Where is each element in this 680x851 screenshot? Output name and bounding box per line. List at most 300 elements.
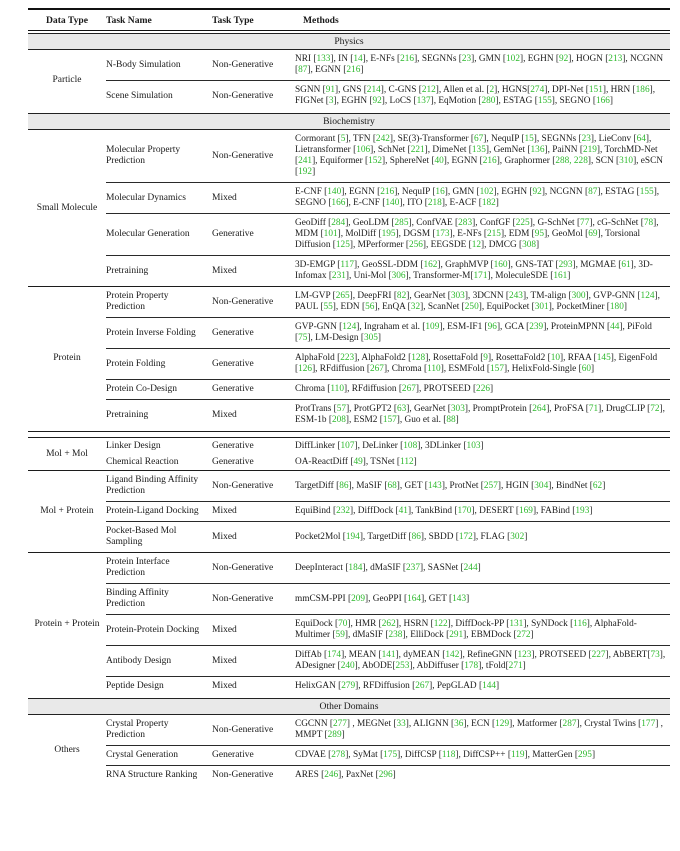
task-type-cell: Non-Generative [212,562,274,573]
citation-link[interactable]: 216 [380,187,395,197]
citation-link[interactable]: 209 [351,593,366,604]
citation-link[interactable]: 141 [381,650,396,660]
methods-cell: Cormorant [5], TFN [242], SE(3)-Transformer [67], NequIP [15], SEGNNs [23], LieConv [64], Lietransformer [106], SchNet [221], DimeNet [135], GemNet [136], PaiNN [219], TorchMD-Net [241], Equiformer [152], SphereNet [40], EGNN [216], Graphormer [288, 228], SCN [310], eSCN [192] [295,134,664,177]
citation-link[interactable]: 272 [516,630,531,640]
citation-link[interactable]: 216 [482,156,497,166]
task-row [106,50,670,80]
methods-cell: DeepInteract [184], dMaSIF [237], SASNet [244] [295,562,481,573]
task-name-cell: Molecular Dynamics [106,192,186,203]
task-name-cell: Pocket-Based Mol Sampling [106,526,177,547]
task-name-cell: Molecular Property Prediction [106,145,181,166]
task-type-cell: Mixed [212,681,237,691]
task-type-cell: Generative [212,327,254,338]
task-row [106,182,670,213]
methods-cell: CGCNN [277] , MEGNet [33], ALIGNN [36], ECN [129], Matformer [287], Crystal Twins [177] , MMPT [289] [295,719,663,740]
citation-link[interactable]: 303 [450,291,465,301]
citation-link[interactable]: 78 [643,218,654,228]
task-type-cell: Generative [212,440,254,451]
task-name-cell: Protein-Ligand Docking [106,506,199,516]
citation-link[interactable]: 208 [331,415,346,425]
citation-link[interactable]: 133 [316,54,331,64]
citation-link[interactable]: 60 [581,364,592,374]
task-name-cell: Protein-Protein Docking [106,624,200,635]
methods-cell: Pocket2Mol [194], TargetDiff [86], SBDD [172], FLAG [302] [295,531,528,542]
citation-link[interactable]: 225 [515,218,530,228]
citation-link[interactable]: 96 [487,322,497,332]
citation-link[interactable]: 16 [435,187,445,197]
citation-link[interactable]: 302 [510,531,525,542]
citation-link[interactable]: 264 [532,404,547,414]
citation-link[interactable]: 213 [608,54,623,64]
citation-link[interactable]: 186 [635,85,650,95]
citation-link[interactable]: 108 [403,440,418,451]
citation-link[interactable]: 239 [529,322,544,332]
citation-link[interactable]: 2 [489,85,495,95]
data-type-cell: Mol + Mol [46,448,88,459]
section-band: Other Domains [28,698,670,715]
citation-link[interactable]: 128 [411,353,426,363]
citation-link[interactable]: 215 [487,229,501,239]
citation-link[interactable]: 3 [328,96,334,106]
task-row [106,583,670,614]
citation-link[interactable]: 173 [435,229,450,239]
data-type-group [28,437,670,470]
citation-link[interactable]: 92 [372,96,382,106]
task-rows [106,130,670,286]
citation-link[interactable]: 246 [324,770,339,780]
citation-link[interactable]: 193 [575,506,590,516]
task-name-cell: Ligand Binding Affinity Prediction [106,475,199,496]
citation-link[interactable]: 106 [356,145,371,155]
task-type-cell: Mixed [212,624,237,635]
citation-link[interactable]: 144 [482,681,497,691]
column-header-task-type: Task Type [212,15,254,26]
citation-link[interactable]: 69 [588,229,598,239]
data-type-group [28,470,670,552]
citation-link[interactable]: 271 [508,661,523,671]
citation-link[interactable]: 137 [416,96,431,106]
citation-link[interactable]: 288, 228 [555,156,588,166]
task-row [106,399,670,430]
citation-link[interactable]: 195 [381,229,396,239]
data-type-group [28,130,670,286]
citation-link[interactable]: 59 [335,630,345,640]
citation-link[interactable]: 72 [650,404,660,414]
citation-link[interactable]: 102 [479,187,494,197]
citation-link[interactable]: 223 [340,353,355,363]
methods-cell: GVP-GNN [124], Ingraham et al. [109], ESM-IF1 [96], GCA [239], ProteinMPNN [44], PiFold [75], LM-Design [305] [295,322,652,343]
citation-link[interactable]: 9 [483,353,488,363]
task-type-cell: Non-Generative [212,724,274,735]
citation-link[interactable]: 305 [363,333,378,343]
citation-link[interactable]: 293 [558,260,573,270]
citation-link[interactable]: 274 [530,85,545,95]
methods-cell: mmCSM-PPI [209], GeoPPI [164], GET [143] [295,593,470,604]
citation-link[interactable]: 218 [427,198,442,208]
task-name-cell: Chemical Reaction [106,456,179,467]
citation-link[interactable]: 253 [395,661,410,671]
citation-link[interactable]: 32 [410,302,421,312]
task-row [106,715,670,745]
citation-link[interactable]: 169 [518,506,533,516]
citation-link[interactable]: 164 [407,593,422,604]
methods-cell: LM-GVP [265], DeepFRI [82], GearNet [303], 3DCNN [243], TM-align [300], GVP-GNN [124], PAUL [55], EDN [56], EnQA [32], ScanNet [250], EquiPocket [301], PocketMiner [180] [295,291,660,312]
task-row [106,379,670,399]
methods-cell: TargetDiff [86], MaSIF [68], GET [143], ProtNet [257], HGIN [304], BindNet [62] [295,480,606,491]
citation-link[interactable]: 240 [340,661,355,671]
citation-link[interactable]: 262 [381,619,396,629]
methods-survey-table [28,8,670,785]
citation-link[interactable]: 103 [466,440,481,451]
citation-link[interactable]: 257 [483,480,498,491]
citation-link[interactable]: 55 [323,302,333,312]
citation-link[interactable]: 118 [441,750,456,760]
task-type-cell: Non-Generative [212,770,274,780]
task-type-cell: Mixed [212,265,237,276]
citation-link[interactable]: 171 [473,271,488,281]
citation-link[interactable]: 194 [345,531,360,542]
citation-link[interactable]: 143 [427,480,442,491]
task-type-cell: Non-Generative [212,480,274,491]
column-header-task-name: Task Name [106,15,152,26]
task-name-cell: Pretraining [106,409,149,420]
task-row [106,645,670,676]
citation-link[interactable]: 92 [532,187,542,197]
citation-link[interactable]: 140 [327,187,342,197]
data-type-cell: Protein + Protein [34,619,100,629]
task-name-cell: Scene Simulation [106,90,173,101]
citation-link[interactable]: 301 [534,302,549,312]
citation-link[interactable]: 177 [641,719,656,729]
citation-link[interactable]: 40 [434,156,444,166]
citation-link[interactable]: 295 [577,750,592,760]
citation-link[interactable]: 279 [341,681,356,691]
task-rows [106,287,670,430]
citation-link[interactable]: 310 [619,156,634,166]
task-row [106,765,670,785]
task-name-cell: Linker Design [106,440,161,451]
citation-link[interactable]: 124 [640,291,655,301]
task-type-cell: Generative [212,358,254,369]
citation-link[interactable]: 135 [471,145,486,155]
citation-link[interactable]: 278 [331,750,346,760]
citation-link[interactable]: 119 [510,750,525,760]
citation-link[interactable]: 70 [338,619,348,629]
citation-link[interactable]: 86 [411,531,421,542]
citation-link[interactable]: 300 [571,291,586,301]
data-type-cell: Protein [53,353,81,363]
task-rows [106,438,670,470]
citation-link[interactable]: 289 [327,730,342,740]
task-name-cell: Crystal Generation [106,750,179,760]
citation-link[interactable]: 12 [471,240,482,250]
citation-link[interactable]: 267 [415,681,430,691]
citation-link[interactable]: 102 [506,54,520,64]
methods-cell: E-CNF [140], EGNN [216], NequIP [16], GMN [102], EGHN [92], NCGNN [87], ESTAG [155], SEGNO [166], E-CNF [140], ITO [218], E-ACF [182] [295,187,660,208]
task-row [106,553,670,583]
data-type-cell: Particle [52,75,82,85]
task-row [106,287,670,317]
citation-link[interactable]: 36 [454,719,464,729]
task-type-cell: Mixed [212,531,237,542]
table-header [28,10,670,31]
citation-link[interactable]: 172 [458,531,473,542]
citation-link[interactable]: 184 [348,562,363,573]
citation-link[interactable]: 284 [331,218,346,228]
data-type-cell: Mol + Protein [40,506,94,516]
citation-link[interactable]: 23 [461,54,472,64]
citation-link[interactable]: 75 [298,333,308,343]
citation-link[interactable]: 95 [534,229,545,239]
citation-link[interactable]: 280 [481,96,496,106]
citation-link[interactable]: 237 [406,562,420,573]
citation-link[interactable]: 126 [298,364,313,374]
citation-link[interactable]: 125 [335,240,350,250]
citation-link[interactable]: 15 [524,134,534,144]
citation-link[interactable]: 214 [366,85,381,95]
citation-link[interactable]: 216 [346,65,361,75]
citation-link[interactable]: 71 [588,404,599,414]
citation-link[interactable]: 101 [323,229,338,239]
citation-link[interactable]: 180 [609,302,624,312]
methods-cell: HelixGAN [279], RFDiffusion [267], PepGLAD [144] [295,681,500,691]
citation-link[interactable]: 157 [382,415,397,425]
citation-link[interactable]: 178 [464,661,479,671]
citation-link[interactable]: 265 [335,291,350,301]
citation-link[interactable]: 112 [400,456,414,467]
citation-link[interactable]: 170 [457,506,472,516]
citation-link[interactable]: 110 [427,364,441,374]
citation-link[interactable]: 143 [452,593,467,604]
citation-link[interactable]: 131 [509,619,524,629]
task-row [106,130,670,182]
task-name-cell: Protein Co-Design [106,384,177,394]
citation-link[interactable]: 267 [401,384,416,394]
citation-link[interactable]: 175 [383,750,398,760]
task-row [106,438,670,454]
task-row [106,348,670,379]
citation-link[interactable]: 287 [562,719,577,729]
task-row [106,80,670,111]
citation-link[interactable]: 162 [423,260,438,270]
task-name-cell: Protein Interface Prediction [106,557,170,578]
citation-link[interactable]: 285 [394,218,409,228]
methods-cell: DiffLinker [107], DeLinker [108], 3DLinker [103] [295,440,484,451]
citation-link[interactable]: 250 [464,302,479,312]
task-name-cell: Pretraining [106,265,149,276]
citation-link[interactable]: 122 [433,619,448,629]
table-body [28,33,670,785]
task-type-cell: Non-Generative [212,90,274,101]
methods-cell: AlphaFold [223], AlphaFold2 [128], RosettaFold [9], RosettaFold2 [10], RFAA [145], EigenFold [126], RFdiffusion [267], Chroma [110], ESMFold [157], HelixFold-Single [60] [295,353,658,374]
column-header-data-type: Data Type [45,15,89,26]
citation-link[interactable]: 166 [595,96,610,106]
citation-link[interactable]: 44 [610,322,620,332]
citation-link[interactable]: 63 [396,404,407,414]
task-row [106,614,670,645]
task-row [106,745,670,765]
citation-link[interactable]: 110 [330,384,344,394]
citation-link[interactable]: 232 [336,506,351,516]
citation-link[interactable]: 304 [534,480,549,491]
citation-link[interactable]: 256 [408,240,423,250]
citation-link[interactable]: 219 [582,145,597,155]
methods-cell: GeoDiff [284], GeoLDM [285], ConfVAE [283], ConfGF [225], G-SchNet [77], cG-SchNet [78], MDM [101], MolDiff [195], DGSM [173], E-NFs [215], EDM [95], GeoMol [69], Torsional Diffusion [125], MPerformer [256], EEGSDE [12], DMCG [308] [295,218,659,250]
task-row [106,521,670,552]
task-type-cell: Non-Generative [212,593,274,604]
citation-link[interactable]: 151 [588,85,603,95]
citation-link[interactable]: 56 [365,302,375,312]
citation-link[interactable]: 14 [353,54,363,64]
citation-link[interactable]: 136 [530,145,545,155]
task-name-cell: Crystal Property Prediction [106,719,169,740]
citation-link[interactable]: 23 [581,134,591,144]
citation-link[interactable]: 160 [493,260,508,270]
citation-link[interactable]: 87 [298,65,308,75]
citation-link[interactable]: 62 [592,480,603,491]
task-name-cell: N-Body Simulation [106,59,181,70]
task-type-cell: Non-Generative [212,59,274,70]
citation-link[interactable]: 116 [573,619,587,629]
citation-link[interactable]: 109 [425,322,440,332]
task-rows [106,553,670,696]
citation-link[interactable]: 157 [490,364,504,374]
methods-cell: EquiDock [70], HMR [262], HSRN [122], DiffDock-PP [131], SyNDock [116], AlphaFold-Multimer [59], dMaSIF [238], ElliDock [291], EBMDock [272] [295,619,637,640]
task-name-cell: Molecular Generation [106,229,190,239]
citation-link[interactable]: 267 [370,364,384,374]
citation-link[interactable]: 129 [495,719,510,729]
data-type-group [28,50,670,111]
citation-link[interactable]: 152 [368,156,383,166]
methods-cell: DiffAb [174], MEAN [141], dyMEAN [142], RefineGNN [123], PROTSEED [227], AbBERT[73], ADesigner [240], AbODE[253], AbDiffuser [178], tFold[271] [295,650,666,671]
citation-link[interactable]: 91 [325,85,336,95]
citation-link[interactable]: 226 [476,384,490,394]
task-type-cell: Generative [212,456,254,467]
task-row [106,454,670,470]
citation-link[interactable]: 303 [450,404,465,414]
citation-link[interactable]: 107 [340,440,355,451]
citation-link[interactable]: 238 [388,630,403,640]
task-row [106,676,670,696]
citation-link[interactable]: 124 [342,322,357,332]
citation-link[interactable]: 306 [391,271,406,281]
column-header-methods: Methods [303,15,339,26]
task-type-cell: Mixed [212,655,237,666]
task-type-cell: Mixed [212,506,237,516]
task-rows [106,715,670,785]
task-row [106,317,670,348]
citation-link[interactable]: 86 [339,480,349,491]
citation-link[interactable]: 277 [332,719,347,729]
citation-link[interactable]: 123 [517,650,532,660]
citation-link[interactable]: 140 [385,198,400,208]
data-type-group [28,286,670,430]
citation-link[interactable]: 145 [596,353,611,363]
task-rows [106,471,670,552]
task-name-cell: Binding Affinity Prediction [106,588,169,609]
section-band: Physics [28,33,670,50]
methods-cell: Chroma [110], RFdiffusion [267], PROTSEED [226] [295,384,494,394]
data-type-group [28,552,670,696]
citation-link[interactable]: 68 [387,480,397,491]
citation-link[interactable]: 33 [396,719,406,729]
citation-link[interactable]: 192 [298,167,313,177]
citation-link[interactable]: 244 [463,562,478,573]
citation-link[interactable]: 174 [327,650,342,660]
citation-link[interactable]: 142 [445,650,460,660]
task-name-cell: Protein Folding [106,358,166,369]
methods-cell: NRI [133], IN [14], E-NFs [216], SEGNNs [23], GMN [102], EGHN [92], HOGN [213], NCGNN [87], EGNN [216] [295,54,664,75]
task-type-cell: Generative [212,229,254,239]
citation-link[interactable]: 155 [537,96,552,106]
citation-link[interactable]: 296 [378,770,393,780]
task-type-cell: Mixed [212,409,237,420]
methods-cell: SGNN [91], GNS [214], C-GNS [212], Allen et al. [2], HGNS[274], DPI-Net [151], HRN [186], FIGNet [3], EGHN [92], LoCS [137], EqMotion [280], ESTAG [155], SEGNO [166] [295,85,656,106]
citation-link[interactable]: 291 [449,630,464,640]
citation-link[interactable]: 243 [508,291,523,301]
task-name-cell: RNA Structure Ranking [106,770,198,780]
methods-cell: ARES [246], PaxNet [296] [295,770,396,780]
citation-link[interactable]: 73 [650,650,660,660]
citation-link[interactable]: 166 [331,198,346,208]
task-type-cell: Mixed [212,192,237,203]
citation-link[interactable]: 216 [400,54,415,64]
citation-link[interactable]: 77 [580,218,590,228]
task-row [106,501,670,521]
citation-link[interactable]: 231 [331,271,346,281]
task-type-cell: Non-Generative [212,150,274,161]
task-name-cell: Protein Property Prediction [106,291,169,312]
citation-link[interactable]: 61 [621,260,631,270]
citation-link[interactable]: 241 [298,156,313,166]
citation-link[interactable]: 155 [639,187,654,197]
methods-cell: EquiBind [232], DiffDock [41], TankBind [170], DESERT [169], FABind [193] [295,506,593,516]
citation-link[interactable]: 64 [636,134,646,144]
citation-link[interactable]: 283 [458,218,473,228]
citation-link[interactable]: 57 [336,404,347,414]
citation-link[interactable]: 49 [353,456,363,467]
task-name-cell: Antibody Design [106,655,172,666]
task-row [106,213,670,255]
data-type-group [28,715,670,785]
task-type-cell: Generative [212,750,254,760]
section-band: Biochemistry [28,113,670,130]
citation-link[interactable]: 10 [550,353,560,363]
citation-link[interactable]: 227 [591,650,606,660]
data-type-cell: Small Molecule [36,202,98,213]
citation-link[interactable]: 88 [446,415,456,425]
task-name-cell: Protein Inverse Folding [106,327,196,338]
citation-link[interactable]: 92 [558,54,569,64]
task-rows [106,50,670,111]
citation-link[interactable]: 117 [340,260,354,270]
citation-link[interactable]: 5 [340,134,346,144]
citation-link[interactable]: 87 [588,187,598,197]
citation-link[interactable]: 161 [553,271,568,281]
citation-link[interactable]: 242 [375,134,390,144]
citation-link[interactable]: 212 [421,85,436,95]
citation-link[interactable]: 182 [481,198,496,208]
data-type-cell: Others [54,744,80,755]
citation-link[interactable]: 308 [522,240,537,250]
citation-link[interactable]: 67 [473,134,484,144]
task-name-cell: Peptide Design [106,681,164,691]
citation-link[interactable]: 41 [398,506,408,516]
citation-link[interactable]: 82 [396,291,407,301]
methods-cell: ProtTrans [57], ProtGPT2 [63], GearNet [303], PromptProtein [264], ProFSA [71], DrugCLIP [72], ESM-1b [208], ESM2 [157], Guo et al. [88] [295,404,665,425]
citation-link[interactable]: 221 [410,145,425,155]
methods-cell: CDVAE [278], SyMat [175], DiffCSP [118], DiffCSP++ [119], MatterGen [295] [295,750,596,760]
